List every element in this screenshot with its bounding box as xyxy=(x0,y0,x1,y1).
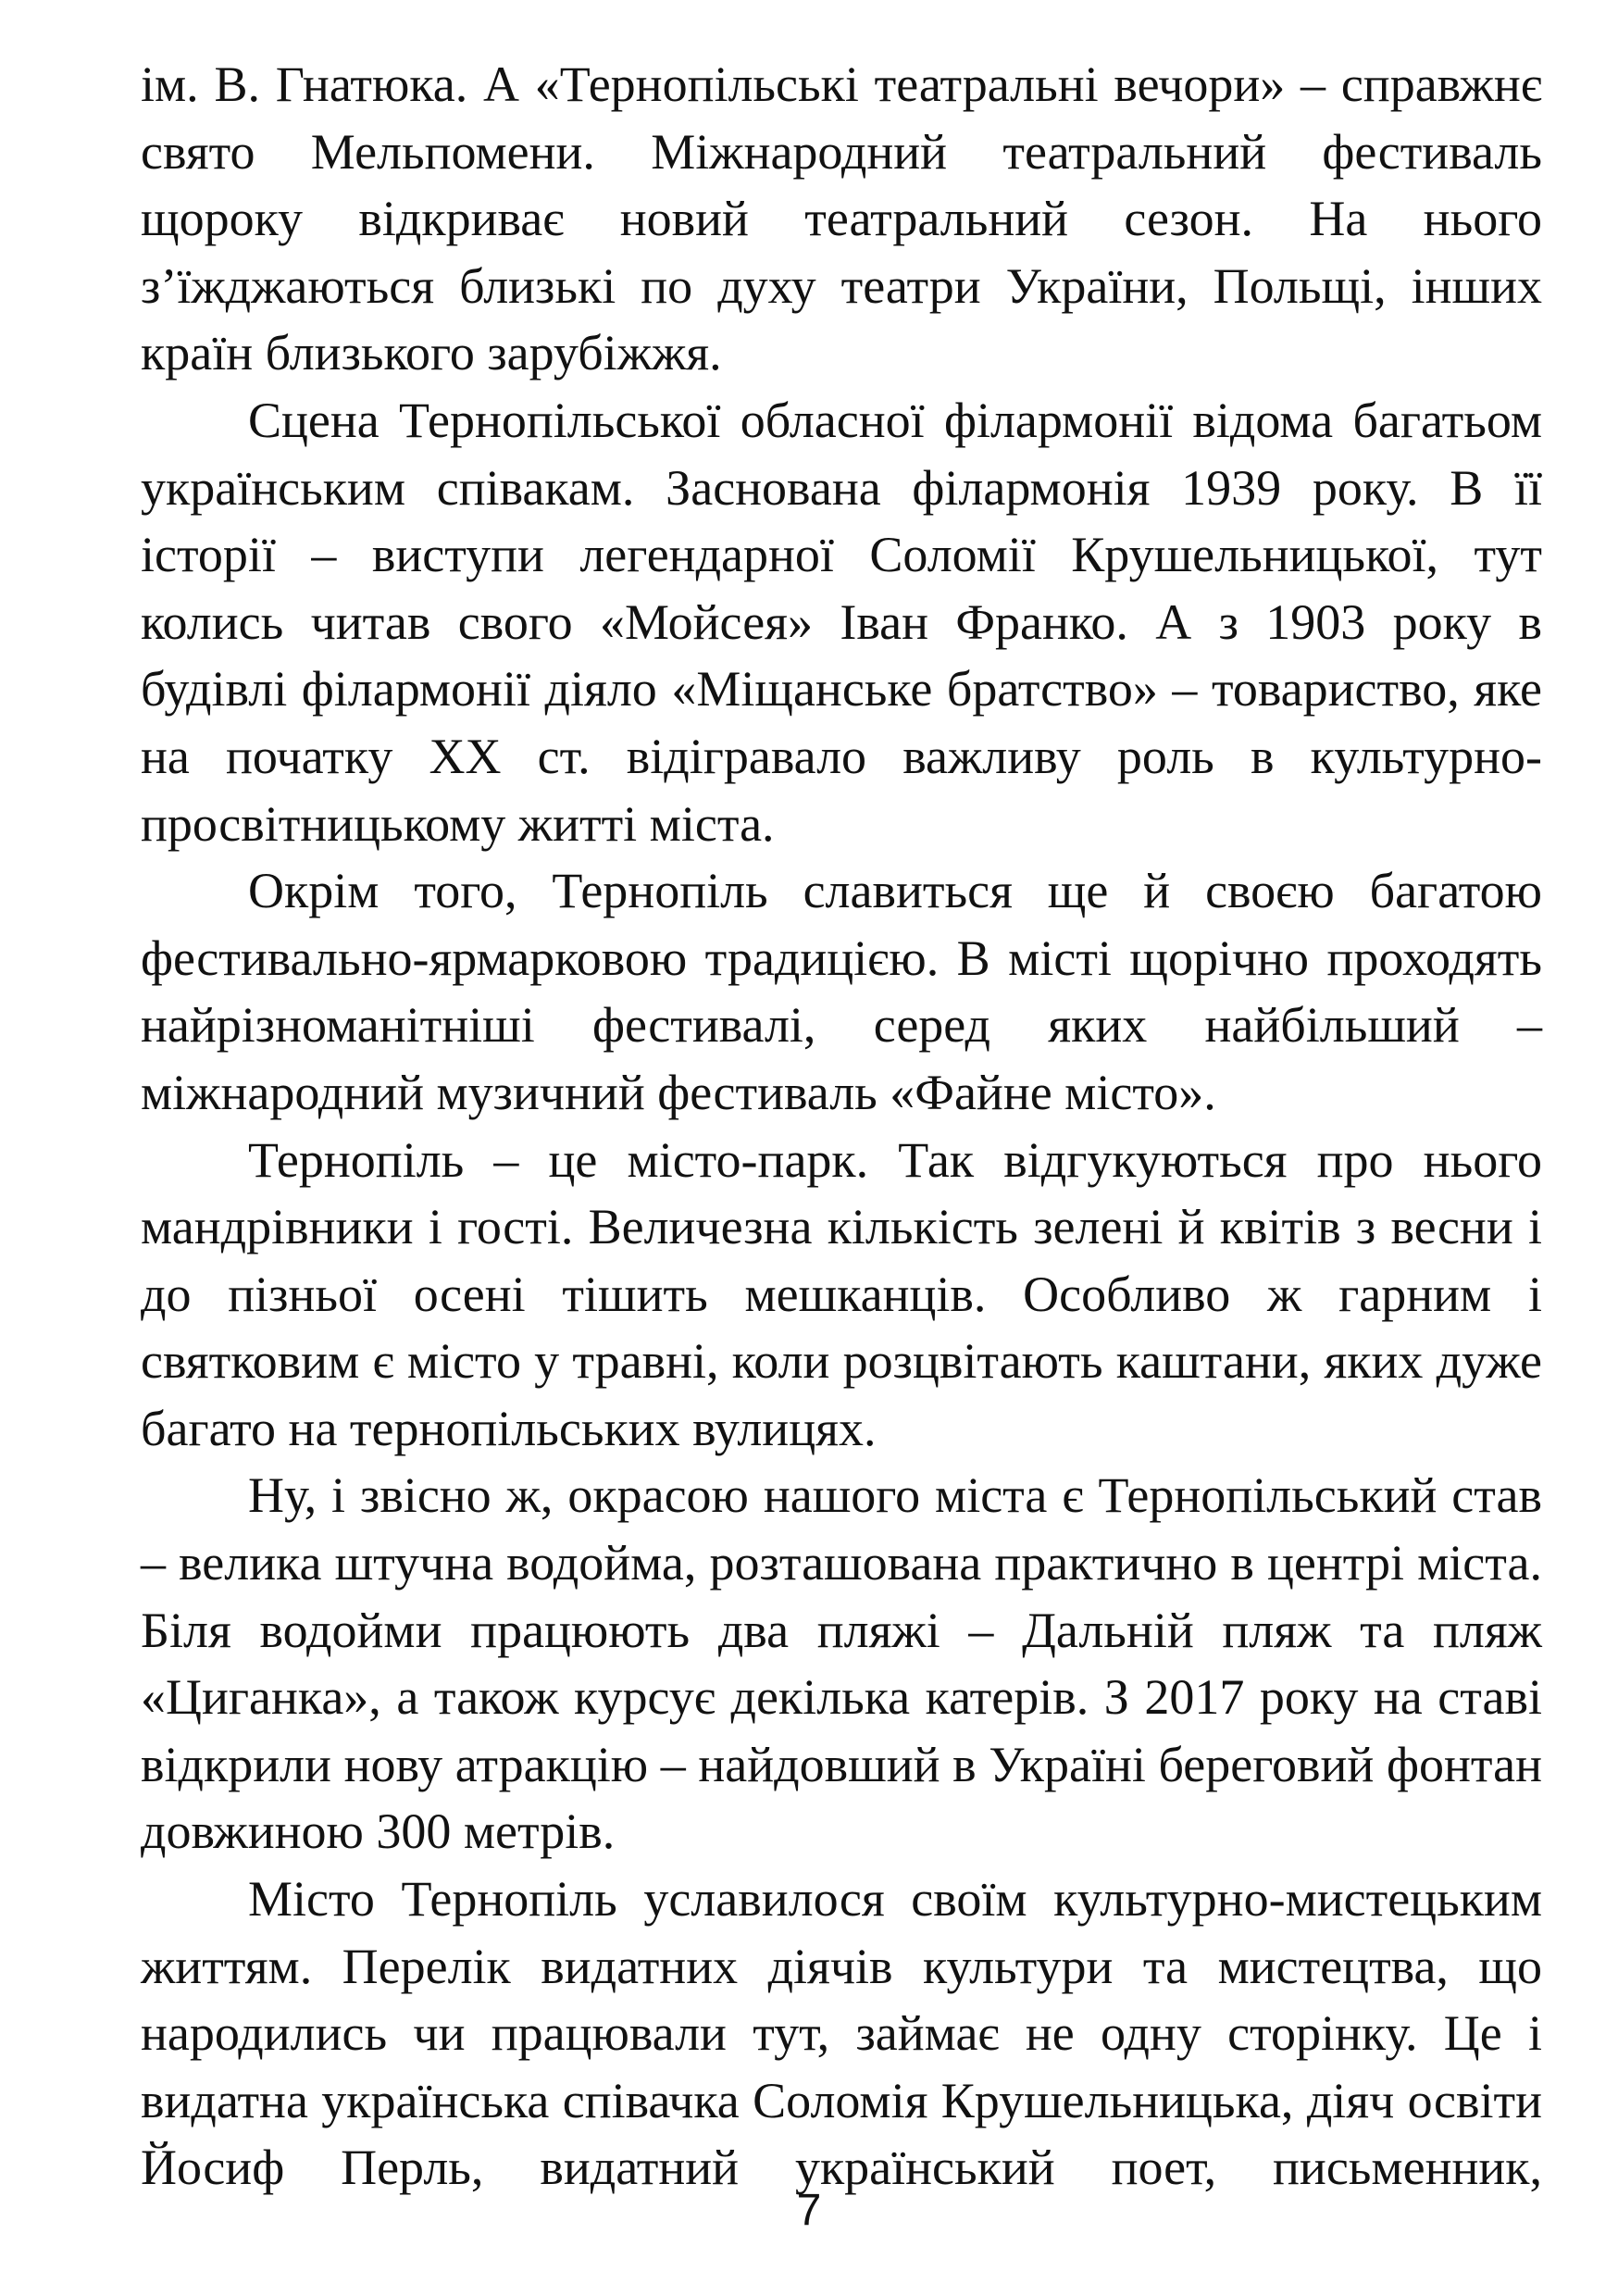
page-number: 7 xyxy=(796,2186,822,2235)
paragraph-2: Сцена Тернопільської обласної філармонії відома багатьом українським співакам. Заснована філармонія 1939 року. В її історії – виступи легендарної Соломії Крушельницької, тут колись читав свого «Мойсея» Іван Франко. А з 1903 року в будівлі філармонії діяло «Міщанське братство» – товариство, яке на початку XX ст. відігравало важливу роль в культурно-просвітницькому житті міста. xyxy=(141,392,1542,852)
paragraph-4: Тернопіль – це місто-парк. Так відгукуються про нього мандрівники і гості. Величезна кількість зелені й квітів з весни і до пізньої осені тішить мешканців. Особливо ж гарним і святковим є місто у травні, коли розцвітають каштани, яких дуже багато на тернопільських вулицях. xyxy=(141,1131,1542,1456)
paragraph-3: Окрім того, Тернопіль славиться ще й своєю багатою фестивально-ярмарковою традицією. В місті щорічно проходять найрізноманітніші фестивалі, серед яких найбільший – міжнародний музичний фестиваль «Файне місто». xyxy=(141,863,1542,1120)
paragraph-1: ім. В. Гнатюка. А «Тернопільські театральні вечори» – справжнє свято Мельпомени. Міжнародний театральний фестиваль щороку відкриває новий театральний сезон. На нього з’їжджаються близькі по духу театри України, Польщі, інших країн близького зарубіжжя. xyxy=(141,56,1542,381)
page-body-text xyxy=(141,51,1542,2202)
paragraph-6: Місто Тернопіль уславилося своїм культурно-мистецьким життям. Перелік видатних діячів культури та мистецтва, що народились чи працювали тут, займає не одну сторінку. Це і видатна українська співачка Соломія Крушельницька, діяч освіти Йосиф Перль, видатний український поет, письменник, xyxy=(141,1871,1542,2196)
paragraph-5: Ну, і звісно ж, окрасою нашого міста є Тернопільський став – велика штучна водойма, розташована практично в центрі міста. Біля водойми працюють два пляжі – Дальній пляж та пляж «Циганка», а також курсує декілька катерів. З 2017 року на ставі відкрили нову атракцію – найдовший в Україні береговий фонтан довжиною 300 метрів. xyxy=(141,1467,1542,1860)
